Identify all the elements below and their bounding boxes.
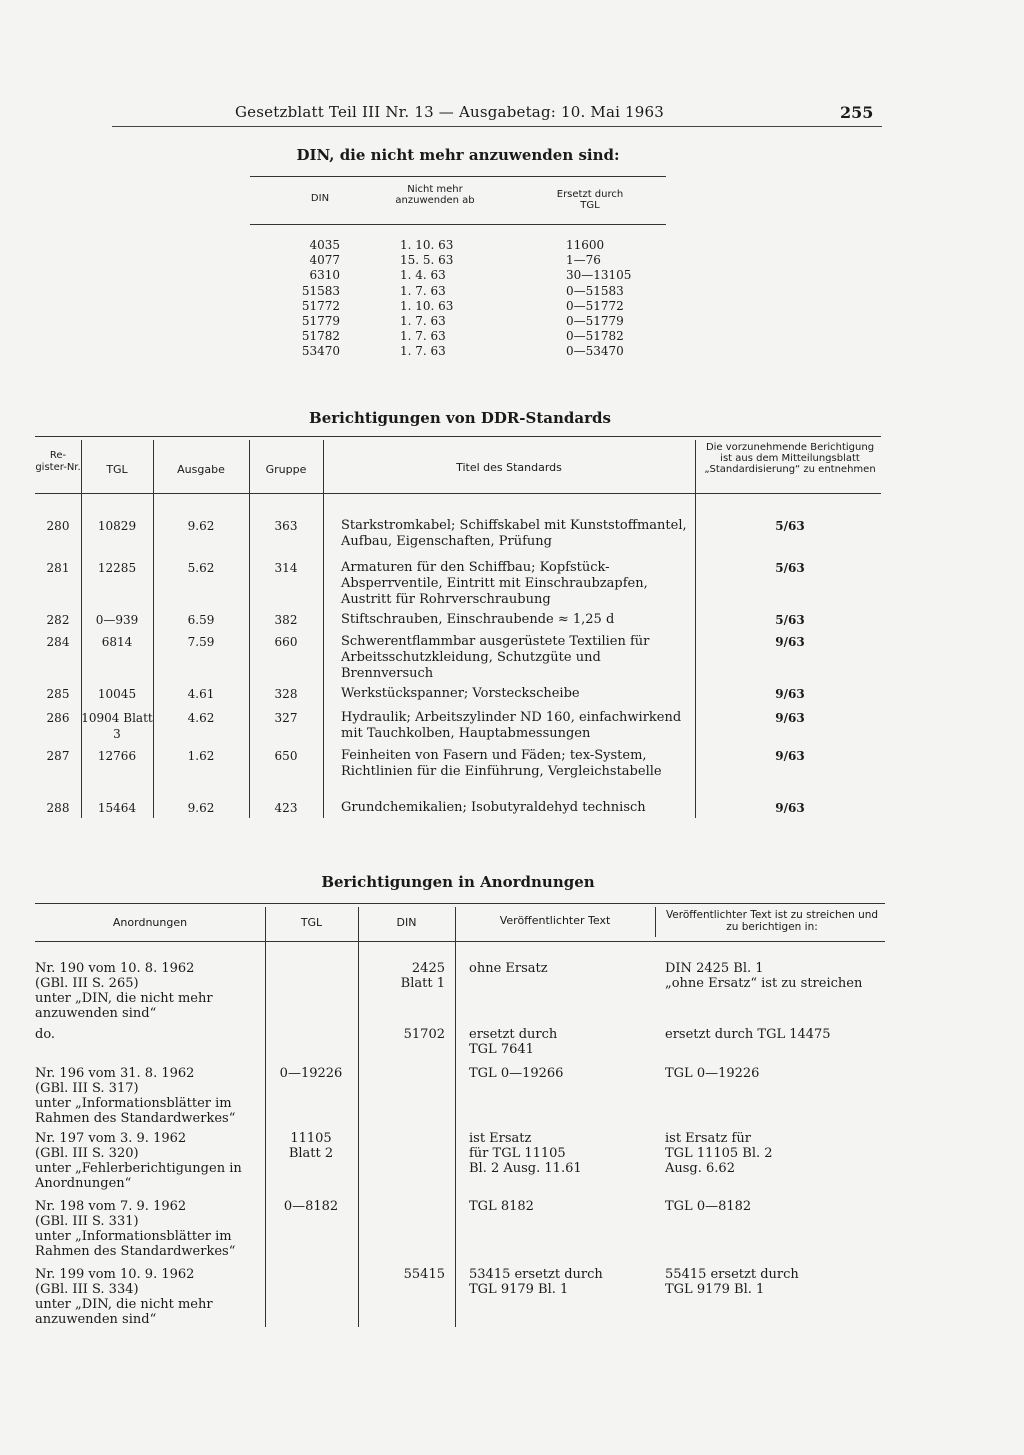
cell-anordnung-line: Nr. 197 vom 3. 9. 1962 [35, 1131, 187, 1146]
col-header-veroeff: Veröffentlichter Text [499, 914, 611, 927]
cell-din: 51779 [301, 314, 340, 328]
cell-nicht-mehr-ab: 1. 7. 63 [400, 344, 446, 359]
cell-nicht-mehr-ab: 1. 7. 63 [400, 283, 446, 298]
cell-tgl [267, 1066, 355, 1081]
cell-anordnung [35, 961, 263, 1021]
cell-ersetzt-tgl: 30—13105 [566, 268, 632, 283]
cell-ausgabe: 5.62 [187, 561, 215, 575]
cell-nicht-mehr-ab: 1. 7. 63 [400, 329, 446, 344]
cell-tgl: 10045 [97, 687, 137, 701]
cell-tgl: 12285 [97, 561, 137, 575]
cell-register: 286 [46, 711, 70, 725]
cell-heft: 9/63 [775, 635, 805, 649]
header-rule [112, 126, 882, 127]
cell-tgl: 6814 [101, 635, 133, 649]
running-header: Gesetzblatt Teil III Nr. 13 — Ausgabetag: 10. Mai 1963 [235, 103, 665, 121]
cell-gruppe: 314 [274, 561, 298, 575]
cell-veroeff-text-line: Bl. 2 Ausg. 11.61 [469, 1161, 582, 1176]
table-row [35, 800, 881, 840]
col-header-anordnungen: Anordnungen [112, 916, 188, 929]
cell-nicht-mehr-ab: 1. 10. 63 [400, 298, 454, 313]
cell-anordnung-line: Rahmen des Standardwerkes“ [35, 1244, 236, 1259]
cell-gruppe: 327 [274, 711, 298, 725]
cell-ersetzt-tgl: 0—53470 [566, 344, 624, 359]
cell-veroeff-text-line: für TGL 11105 [469, 1146, 566, 1161]
anordnungen-section-title: Berichtigungen in Anordnungen [321, 873, 595, 891]
table-row [35, 560, 881, 607]
col-header-din: DIN [396, 916, 417, 929]
cell-din-line: 55415 [403, 1267, 445, 1282]
cell-ausgabe: 9.62 [187, 519, 215, 533]
cell-titel: Grundchemikalien; Isobutyraldehyd technisch [341, 800, 646, 815]
cell-ausgabe: 9.62 [187, 801, 215, 815]
cell-veroeff-text-line: TGL 9179 Bl. 1 [469, 1282, 569, 1297]
cell-tgl [267, 1131, 355, 1161]
table-row [35, 961, 885, 1021]
cell-titel: Stiftschrauben, Einschraubende ≈ 1,25 d [341, 612, 615, 627]
col-header-tgl: TGL [300, 916, 323, 929]
col-header-nicht-mehr: Nicht mehr anzuwenden ab [395, 184, 475, 206]
cell-heft: 9/63 [775, 687, 805, 701]
page-number: 255 [840, 103, 874, 122]
cell-din: 51772 [301, 298, 340, 313]
cell-berichtigt-line: DIN 2425 Bl. 1 [665, 961, 764, 976]
cell-ersetzt-tgl: 0—51772 [566, 298, 624, 313]
cell-berichtigt [665, 1199, 885, 1214]
cell-berichtigt-line: TGL 11105 Bl. 2 [665, 1146, 773, 1161]
cell-din: 51782 [301, 329, 340, 344]
cell-ersetzt-tgl: 0—51779 [566, 314, 624, 328]
cell-anordnung-line: unter „Informationsblätter im [35, 1096, 232, 1111]
cell-veroeff-text-line: TGL 7641 [469, 1042, 534, 1057]
cell-veroeff-text-line: ohne Ersatz [469, 961, 548, 976]
cell-tgl-line: 0—19226 [279, 1066, 343, 1081]
cell-heft: 9/63 [775, 711, 805, 725]
cell-ausgabe: 6.59 [187, 613, 215, 627]
table-rule [250, 176, 666, 177]
cell-ausgabe: 7.59 [187, 635, 215, 649]
cell-berichtigt-line: ist Ersatz für [665, 1131, 751, 1146]
cell-tgl: 15464 [97, 801, 137, 815]
cell-din: 53470 [301, 344, 340, 359]
cell-veroeff-text-line: TGL 8182 [469, 1199, 534, 1214]
cell-ersetzt-tgl: 0—51583 [566, 283, 624, 298]
cell-ausgabe: 4.61 [187, 687, 215, 701]
col-header-ersetzt: Ersetzt durch TGL [556, 189, 624, 211]
cell-ersetzt-tgl: 1—76 [566, 253, 601, 268]
cell-tgl-line: 11105 [290, 1131, 332, 1146]
cell-berichtigt-line: TGL 0—8182 [665, 1199, 752, 1214]
cell-veroeff-text [469, 1267, 653, 1297]
col-header-din: DIN [310, 193, 330, 204]
cell-heft: 9/63 [775, 801, 805, 815]
cell-din: 6310 [309, 268, 340, 283]
cell-veroeff-text [469, 1131, 653, 1176]
cell-veroeff-text-line: ersetzt durch [469, 1027, 558, 1042]
cell-titel: Feinheiten von Fasern und Fäden; tex-System, Richtlinien für die Einführung, Vergleichstabelle [341, 748, 662, 779]
col-header-tgl: TGL [106, 463, 128, 476]
cell-tgl [267, 1199, 355, 1214]
cell-anordnung-line: Nr. 190 vom 10. 8. 1962 [35, 961, 195, 976]
cell-tgl: 10829 [97, 519, 137, 533]
table-row [35, 1066, 885, 1126]
cell-tgl: 10904 Blatt 3 [81, 711, 153, 741]
cell-berichtigt [665, 961, 885, 991]
cell-berichtigt [665, 1027, 885, 1042]
table-rule [35, 436, 881, 437]
cell-anordnung [35, 1199, 263, 1259]
col-header-titel: Titel des Standards [456, 461, 562, 474]
table-rule [35, 941, 885, 942]
cell-register: 282 [46, 613, 70, 627]
cell-anordnung-line: anzuwenden sind“ [35, 1312, 157, 1327]
cell-anordnung [35, 1267, 263, 1327]
table-row [35, 748, 881, 788]
cell-anordnung-line: (GBl. III S. 320) [35, 1146, 139, 1161]
col-header-hinweis: Die vorzunehmende Berichtigung ist aus dem Mitteilungsblatt „Standardisierung“ zu entnehmen [704, 442, 876, 475]
cell-gruppe: 363 [274, 519, 298, 533]
cell-veroeff-text [469, 1066, 653, 1081]
cell-ersetzt-tgl: 0—51782 [566, 329, 624, 344]
cell-berichtigt-line: ersetzt durch TGL 14475 [665, 1027, 831, 1042]
cell-gruppe: 382 [274, 613, 298, 627]
cell-register: 287 [46, 749, 70, 763]
cell-ersetzt-tgl: 11600 [566, 238, 605, 252]
cell-veroeff-text-line: TGL 0—19266 [469, 1066, 564, 1081]
table-row [35, 518, 881, 558]
cell-register: 284 [46, 635, 70, 649]
cell-veroeff-text [469, 1199, 653, 1214]
cell-din-line: Blatt 1 [400, 976, 445, 991]
col-header-ausgabe: Ausgabe [177, 463, 225, 476]
cell-veroeff-text-line: 53415 ersetzt durch [469, 1267, 603, 1282]
cell-din [365, 961, 445, 991]
cell-anordnung [35, 1027, 263, 1042]
cell-anordnung-line: do. [35, 1027, 56, 1042]
cell-din [365, 1027, 445, 1042]
cell-anordnung-line: (GBl. III S. 334) [35, 1282, 139, 1297]
cell-register: 281 [46, 561, 70, 575]
cell-anordnung-line: unter „DIN, die nicht mehr [35, 991, 213, 1006]
cell-berichtigt-line: TGL 9179 Bl. 1 [665, 1282, 765, 1297]
cell-tgl: 0—939 [95, 613, 139, 627]
cell-gruppe: 650 [274, 749, 298, 763]
table-row [35, 634, 881, 681]
cell-veroeff-text-line: ist Ersatz [469, 1131, 532, 1146]
cell-anordnung-line: Nr. 198 vom 7. 9. 1962 [35, 1199, 187, 1214]
cell-anordnung-line: Rahmen des Standardwerkes“ [35, 1111, 236, 1126]
table-row [35, 1131, 885, 1191]
cell-anordnung-line: unter „DIN, die nicht mehr [35, 1297, 213, 1312]
cell-din-line: 51702 [403, 1027, 445, 1042]
cell-nicht-mehr-ab: 1. 4. 63 [400, 268, 446, 283]
cell-ausgabe: 1.62 [187, 749, 215, 763]
cell-berichtigt [665, 1131, 885, 1176]
cell-anordnung-line: unter „Informationsblätter im [35, 1229, 232, 1244]
cell-anordnung-line: (GBl. III S. 331) [35, 1214, 139, 1229]
standards-section-title: Berichtigungen von DDR-Standards [309, 409, 611, 427]
cell-tgl-line: 0—8182 [283, 1199, 339, 1214]
cell-titel: Hydraulik; Arbeitszylinder ND 160, einfachwirkend mit Tauchkolben, Hauptabmessungen [341, 710, 682, 741]
cell-heft: 5/63 [775, 519, 805, 533]
cell-anordnung-line: Anordnungen“ [35, 1176, 132, 1191]
cell-heft: 9/63 [775, 749, 805, 763]
cell-tgl-line: Blatt 2 [288, 1146, 334, 1161]
cell-titel: Werkstückspanner; Vorsteckscheibe [341, 686, 580, 701]
col-header-gruppe: Gruppe [265, 463, 307, 476]
cell-heft: 5/63 [775, 613, 805, 627]
cell-din: 4035 [309, 238, 340, 252]
table-rule [35, 903, 885, 904]
cell-anordnung [35, 1131, 263, 1191]
cell-register: 280 [46, 519, 70, 533]
cell-berichtigt-line: 55415 ersetzt durch [665, 1267, 799, 1282]
cell-gruppe: 660 [274, 635, 298, 649]
cell-ausgabe: 4.62 [187, 711, 215, 725]
cell-anordnung [35, 1066, 263, 1126]
cell-veroeff-text [469, 1027, 653, 1057]
table-row [35, 1267, 885, 1327]
cell-nicht-mehr-ab: 15. 5. 63 [400, 253, 454, 268]
cell-titel: Schwerentflammbar ausgerüstete Textilien für Arbeitsschutzkleidung, Schutzgüte und Brennversuch [341, 634, 650, 681]
cell-berichtigt-line: Ausg. 6.62 [665, 1161, 735, 1176]
cell-anordnung-line: Nr. 196 vom 31. 8. 1962 [35, 1066, 195, 1081]
table-row [35, 1199, 885, 1259]
cell-anordnung-line: (GBl. III S. 265) [35, 976, 139, 991]
table-rule [35, 493, 881, 494]
col-header-register: Re-gister-Nr. [35, 450, 81, 473]
column-divider [655, 907, 656, 937]
cell-gruppe: 328 [274, 687, 298, 701]
cell-gruppe: 423 [274, 801, 298, 815]
cell-nicht-mehr-ab: 1. 7. 63 [400, 314, 446, 328]
cell-din-line: 2425 [411, 961, 445, 976]
col-header-streichen: Veröffentlichter Text ist zu streichen und zu berichtigen in: [665, 909, 879, 933]
cell-berichtigt [665, 1066, 885, 1081]
cell-titel: Armaturen für den Schiffbau; Kopfstück-Absperrventile, Eintritt mit Einschraubzapfen, Austritt für Rohrverschraubung [341, 560, 648, 607]
din-section-title: DIN, die nicht mehr anzuwenden sind: [296, 146, 620, 164]
cell-anordnung-line: (GBl. III S. 317) [35, 1081, 139, 1096]
cell-veroeff-text [469, 961, 653, 976]
cell-titel: Starkstromkabel; Schiffskabel mit Kunststoffmantel, Aufbau, Eigenschaften, Prüfung [341, 518, 687, 549]
cell-berichtigt-line: „ohne Ersatz“ ist zu streichen [665, 976, 863, 991]
cell-nicht-mehr-ab: 1. 10. 63 [400, 238, 454, 252]
cell-register: 288 [46, 801, 70, 815]
cell-anordnung-line: Nr. 199 vom 10. 9. 1962 [35, 1267, 195, 1282]
cell-berichtigt-line: TGL 0—19226 [665, 1066, 760, 1081]
cell-berichtigt [665, 1267, 885, 1297]
table-row [35, 710, 881, 750]
cell-din [365, 1267, 445, 1282]
cell-tgl: 12766 [97, 749, 137, 763]
cell-register: 285 [46, 687, 70, 701]
cell-din: 51583 [301, 283, 340, 298]
cell-heft: 5/63 [775, 561, 805, 575]
cell-din: 4077 [309, 253, 340, 268]
cell-anordnung-line: unter „Fehlerberichtigungen in [35, 1161, 242, 1176]
table-rule [250, 224, 666, 225]
cell-anordnung-line: anzuwenden sind“ [35, 1006, 157, 1021]
